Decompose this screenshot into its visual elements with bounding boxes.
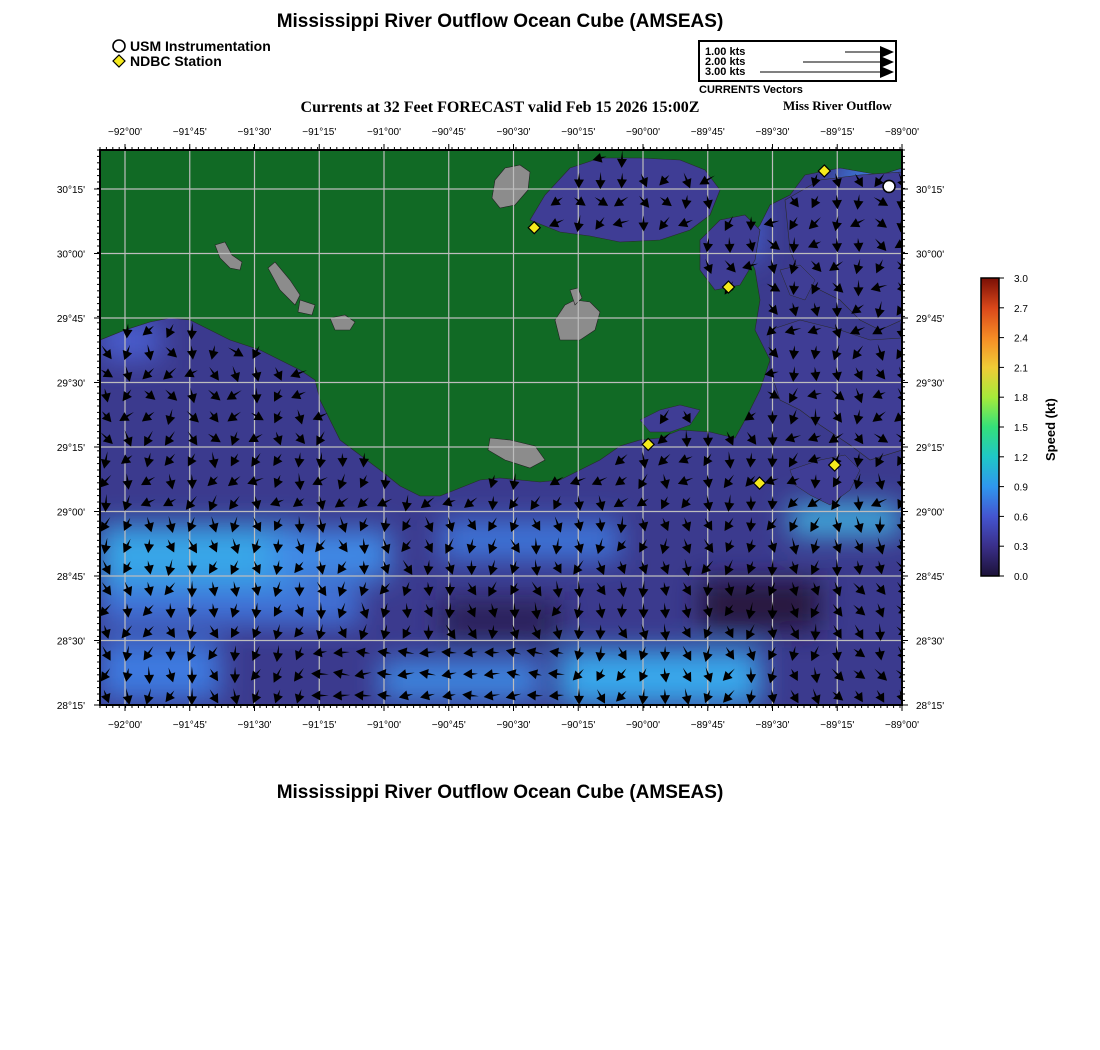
colorbar-tick-label: 3.0 (1014, 274, 1028, 285)
scale-entry: 1.00 kts (705, 46, 746, 58)
lat-label-right: 28°15' (916, 701, 945, 712)
lon-label-top: −91°15' (302, 127, 337, 138)
lon-label-bottom: −91°15' (302, 720, 337, 731)
colorbar-tick-label: 2.4 (1014, 333, 1028, 345)
lat-label-left: 29°30' (56, 378, 85, 390)
lon-label-top: −89°00' (885, 127, 919, 138)
colorbar-tick-label: 1.5 (1014, 423, 1028, 434)
region-label: Miss River Outflow (783, 98, 892, 113)
legend-usm-label: USM Instrumentation (130, 38, 271, 54)
lat-label-right: 30°00' (916, 249, 945, 261)
lat-label-left: 29°00' (56, 507, 85, 519)
colorbar-tick-label: 0.6 (1014, 512, 1028, 524)
lon-label-bottom: −92°00' (108, 720, 142, 731)
vector-scale-caption: CURRENTS Vectors (699, 84, 803, 96)
lon-label-bottom: −89°30' (755, 720, 790, 731)
lon-label-bottom: −89°15' (820, 720, 855, 731)
lon-label-bottom: −89°00' (885, 720, 919, 731)
lon-label-bottom: −91°30' (237, 720, 272, 731)
colorbar-ticks (999, 274, 1028, 583)
legend-ndbc-label: NDBC Station (130, 53, 222, 69)
lon-label-top: −90°30' (496, 127, 531, 138)
colorbar-tick-label: 1.2 (1014, 452, 1028, 464)
lat-label-left: 30°15' (56, 185, 85, 196)
lon-label-top: −90°45' (431, 127, 466, 138)
chart-title: Mississippi River Outflow Ocean Cube (AMSEAS) (276, 11, 724, 32)
lon-label-top: −89°45' (690, 127, 725, 138)
colorbar-tick-label: 1.8 (1014, 393, 1028, 405)
lat-label-right: 28°45' (916, 572, 945, 583)
lat-label-right: 29°45' (916, 314, 945, 325)
colorbar-title: Speed (kt) (1043, 398, 1058, 461)
lat-label-left: 28°45' (56, 572, 85, 583)
lat-label-right: 29°00' (916, 507, 945, 519)
lat-label-left: 29°45' (56, 314, 85, 325)
scale-entry: 2.00 kts (705, 56, 746, 68)
lat-label-right: 30°15' (916, 185, 945, 196)
chart-subtitle: Currents at 32 Feet FORECAST valid Feb 15 2026 15:00Z (300, 99, 700, 116)
lon-label-top: −91°30' (237, 127, 272, 138)
lat-label-right: 29°30' (916, 378, 945, 390)
lon-label-top: −91°00' (367, 127, 401, 138)
colorbar-tick-label: 2.1 (1014, 363, 1028, 375)
lat-label-right: 29°15' (916, 443, 945, 454)
lat-label-left: 29°15' (56, 443, 85, 454)
scale-entry: 3.00 kts (705, 66, 746, 78)
lon-label-top: −90°00' (626, 127, 660, 138)
lon-label-bottom: −90°15' (561, 720, 596, 731)
lon-label-bottom: −89°45' (690, 720, 725, 731)
lon-label-bottom: −90°30' (496, 720, 531, 731)
lon-label-top: −90°15' (561, 127, 596, 138)
colorbar-tick-label: 0.3 (1014, 542, 1028, 554)
chart-title-repeat: Mississippi River Outflow Ocean Cube (AMSEAS) (276, 782, 724, 803)
lon-label-bottom: −90°00' (626, 720, 660, 731)
lon-label-top: −92°00' (108, 127, 142, 138)
lon-label-bottom: −91°45' (172, 720, 207, 731)
lon-label-top: −91°45' (172, 127, 207, 138)
colorbar-tick-label: 2.7 (1014, 303, 1028, 315)
usm-station-marker (883, 180, 895, 192)
lon-label-top: −89°15' (820, 127, 855, 138)
lat-label-left: 30°00' (56, 249, 85, 261)
lat-label-left: 28°30' (56, 636, 85, 648)
lon-label-bottom: −90°45' (431, 720, 466, 731)
colorbar-tick-label: 0.0 (1014, 572, 1028, 583)
lat-label-right: 28°30' (916, 636, 945, 648)
lat-label-left: 28°15' (56, 701, 85, 712)
colorbar (981, 278, 999, 576)
lon-label-bottom: −91°00' (367, 720, 401, 731)
lon-label-top: −89°30' (755, 127, 790, 138)
colorbar-tick-label: 0.9 (1014, 482, 1028, 494)
